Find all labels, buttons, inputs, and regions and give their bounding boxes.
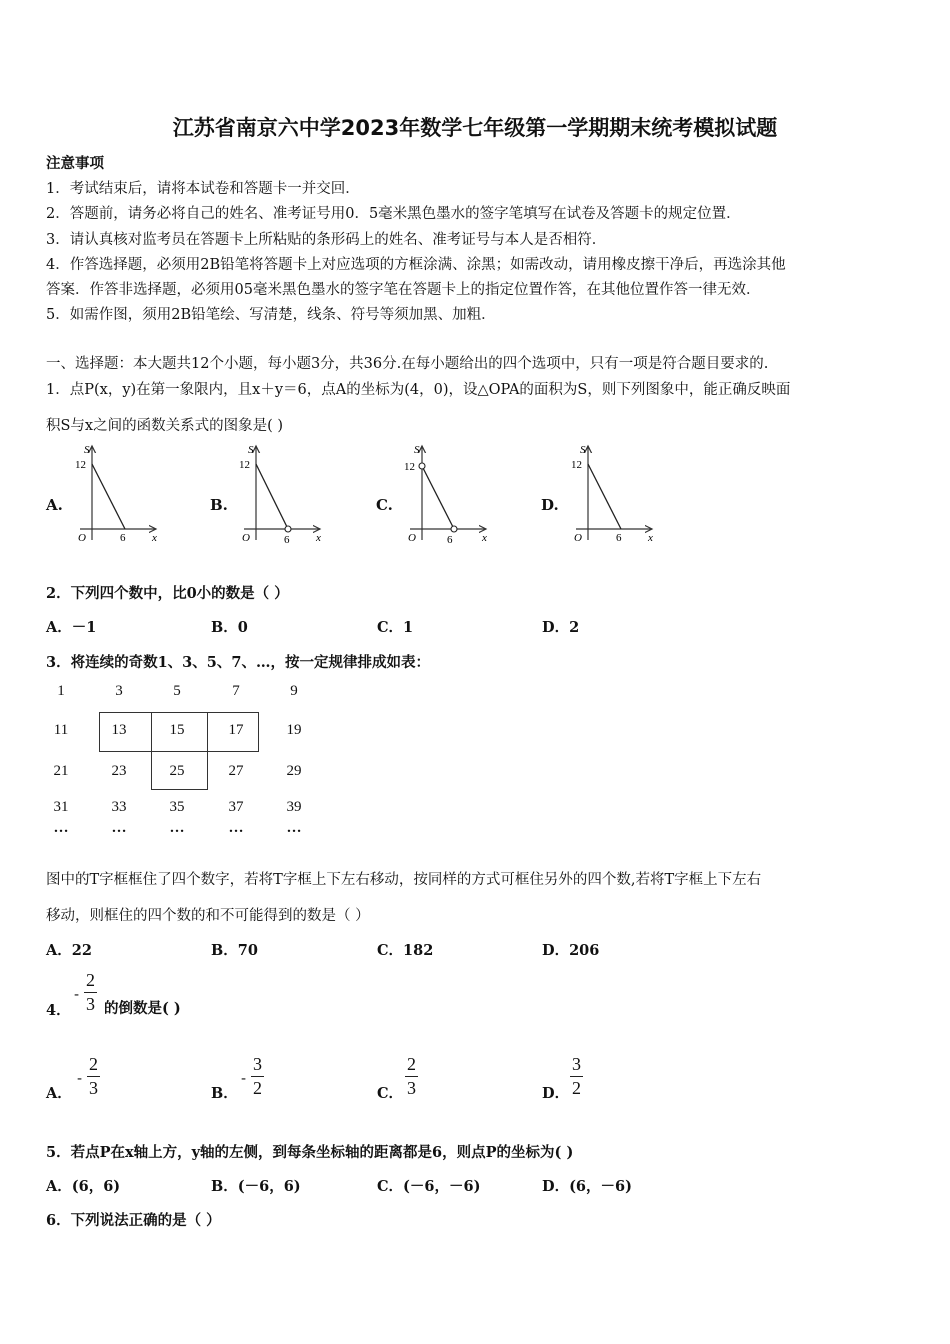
graph-a-origin: O [78, 532, 86, 544]
graph-b-y-label: S [248, 444, 254, 456]
graph-a-y-label: S [84, 444, 90, 456]
fraction-bar [87, 1076, 100, 1077]
graph-a-line [92, 464, 125, 529]
q6-stem: 6．下列说法正确的是（ ） [46, 1212, 221, 1229]
grid-cell: 25 [169, 763, 185, 779]
q4-option-b-sign: - [241, 1069, 247, 1087]
q4-fraction [84, 970, 97, 1015]
q4-neg-sign: - [74, 985, 80, 1003]
grid-cell: 7 [232, 683, 240, 699]
notes-heading: 注意事项 [46, 155, 104, 172]
fraction-numerator: 2 [407, 1054, 416, 1074]
graph-c-open-point-bottom [451, 526, 457, 532]
q3-stem: 3．将连续的奇数1、3、5、7、…，按一定规律排成如表： [46, 654, 430, 671]
q3-text-line2: 移动，则框住的四个数的和不可能得到的数是（ ） [46, 908, 370, 924]
q4-option-a-fraction [87, 1054, 100, 1099]
grid-cell: 11 [53, 722, 69, 738]
q2-option-b: B．0 [211, 619, 248, 636]
grid-cell: 35 [169, 799, 185, 815]
fraction-bar [84, 992, 97, 993]
q4-option-d-fraction [570, 1054, 583, 1099]
graph-d-origin: O [574, 532, 582, 544]
q4-option-a-sign: - [77, 1069, 83, 1087]
graph-c-x-label: x [482, 532, 487, 544]
grid-cell: … [169, 820, 185, 836]
q4-option-b-fraction [251, 1054, 264, 1099]
graph-b-open-point [285, 526, 291, 532]
q3-option-b: B．70 [211, 942, 258, 959]
note-item: 1．考试结束后，请将本试卷和答题卡一并交回． [46, 181, 360, 197]
grid-cell: 29 [286, 763, 302, 779]
note-item: 4．作答选择题，必须用2B铅笔将答题卡上对应选项的方框涂满、涂黑；如需改动，请用橡皮擦干净后，再选涂其他 [46, 257, 786, 273]
grid-cell: … [53, 820, 69, 836]
grid-cell: 31 [53, 799, 69, 815]
note-item: 3．请认真核对监考员在答题卡上所粘贴的条形码上的姓名、准考证号与本人是否相符． [46, 232, 607, 248]
q5-stem: 5．若点P在x轴上方，y轴的左侧，到每条坐标轴的距离都是6，则点P的坐标为( ) [46, 1144, 574, 1161]
q2-option-d: D．2 [542, 619, 580, 636]
graph-a-x-label: x [152, 532, 157, 544]
grid-cell: 27 [228, 763, 244, 779]
grid-cell: 39 [286, 799, 302, 815]
q5-option-b: B．(－6，6) [211, 1178, 301, 1195]
q3-text-line1: 图中的T字框框住了四个数字，若将T字框上下左右移动，按同样的方式可框住另外的四个数,若将T字框上下左右 [46, 872, 762, 888]
grid-cell: 9 [290, 683, 298, 699]
grid-cell: 1 [57, 683, 65, 699]
grid-cell: … [228, 820, 244, 836]
fraction-numerator: 2 [89, 1054, 98, 1074]
fraction-denominator: 2 [253, 1078, 262, 1098]
grid-cell: … [111, 820, 127, 836]
q1-graph-c [402, 440, 572, 552]
q1-stem-line1: 1．点P(x，y)在第一象限内，且x＋y＝6，点A的坐标为(4，0)，设△OPA的面积为S，则下列图象中，能正确反映面 [46, 382, 791, 398]
q4-fraction-numerator: 2 [86, 970, 95, 990]
q4-option-b-label: B． [211, 1085, 238, 1102]
graph-a-y-tick: 12 [75, 459, 86, 471]
grid-cell: 3 [115, 683, 123, 699]
q1-graph-b [236, 440, 406, 552]
q1-option-b-label: B. [210, 496, 228, 514]
fraction-denominator: 2 [572, 1078, 581, 1098]
graph-b-x-label: x [316, 532, 321, 544]
q4-option-d-label: D． [542, 1085, 570, 1102]
grid-cell: 15 [169, 722, 185, 738]
grid-cell: 17 [228, 722, 244, 738]
fraction-bar [251, 1076, 264, 1077]
grid-cell: 37 [228, 799, 244, 815]
graph-c-y-tick: 12 [404, 461, 415, 473]
graph-c-origin: O [408, 532, 416, 544]
fraction-bar [570, 1076, 583, 1077]
graph-b-x-tick: 6 [284, 534, 290, 546]
graph-c-x-tick: 6 [447, 534, 453, 546]
fraction-numerator: 3 [572, 1054, 581, 1074]
note-item: 5．如需作图，须用2B铅笔绘、写清楚，线条、符号等须加黑、加粗． [46, 307, 496, 323]
q2-option-a: A．－1 [46, 619, 97, 636]
q4-fraction-denominator: 3 [86, 994, 95, 1014]
graph-c-open-point-top [419, 463, 425, 469]
q4-number: 4． [46, 1002, 71, 1019]
grid-cell: 5 [173, 683, 181, 699]
q1-option-a-label: A. [46, 496, 63, 514]
fraction-denominator: 3 [407, 1078, 416, 1098]
grid-cell: … [286, 820, 302, 836]
t-frame-box [207, 712, 259, 752]
graph-c-line [422, 466, 454, 529]
t-frame-box [99, 712, 152, 752]
q5-option-d: D．(6，－6) [542, 1178, 632, 1195]
graph-d-line [588, 464, 621, 529]
q1-option-d-label: D. [541, 496, 559, 514]
grid-cell: 21 [53, 763, 69, 779]
graph-d-x-tick: 6 [616, 532, 622, 544]
q1-graph-a [72, 440, 242, 552]
graph-d-y-tick: 12 [571, 459, 582, 471]
q4-option-c-label: C． [377, 1085, 404, 1102]
grid-cell: 19 [286, 722, 302, 738]
graph-b-origin: O [242, 532, 250, 544]
q3-option-c: C．182 [377, 942, 434, 959]
graph-a-x-tick: 6 [120, 532, 126, 544]
q4-option-a-label: A． [46, 1085, 72, 1102]
grid-cell: 13 [111, 722, 127, 738]
note-item: 2．答题前，请务必将自己的姓名、准考证号用0．5毫米黑色墨水的签字笔填写在试卷及答题卡的规定位置． [46, 206, 741, 222]
section-heading: 一、选择题：本大题共12个小题，每小题3分，共36分.在每小题给出的四个选项中，只有一项是符合题目要求的. [46, 356, 769, 372]
q4-stem-suffix: 的倒数是( ) [104, 1000, 181, 1017]
graph-d-x-label: x [648, 532, 653, 544]
graph-d-y-label: S [580, 444, 586, 456]
note-item: 答案．作答非选择题，必须用05毫米黑色墨水的签字笔在答题卡上的指定位置作答，在其他位置作答一律无效． [46, 282, 761, 298]
q1-option-c-label: C. [376, 496, 393, 514]
grid-cell: 33 [111, 799, 127, 815]
t-frame-box [151, 712, 208, 752]
q5-option-c: C．(－6，－6) [377, 1178, 481, 1195]
fraction-numerator: 3 [253, 1054, 262, 1074]
q4-option-c-fraction [405, 1054, 418, 1099]
graph-c-y-label: S [414, 444, 420, 456]
q1-stem-line2: 积S与x之间的函数关系式的图象是( ) [46, 418, 284, 434]
page-title: 江苏省南京六中学2023年数学七年级第一学期期末统考模拟试题 [172, 116, 778, 140]
q2-stem: 2．下列四个数中，比0小的数是（ ） [46, 585, 289, 602]
q2-option-c: C．1 [377, 619, 414, 636]
grid-cell: 23 [111, 763, 127, 779]
q1-graph-d [568, 440, 738, 552]
graph-b-y-tick: 12 [239, 459, 250, 471]
q3-option-a: A．22 [46, 942, 92, 959]
q5-option-a: A．(6，6) [46, 1178, 121, 1195]
fraction-denominator: 3 [89, 1078, 98, 1098]
graph-b-line [256, 464, 288, 529]
t-frame-box [151, 751, 208, 790]
q3-option-d: D．206 [542, 942, 600, 959]
fraction-bar [405, 1076, 418, 1077]
